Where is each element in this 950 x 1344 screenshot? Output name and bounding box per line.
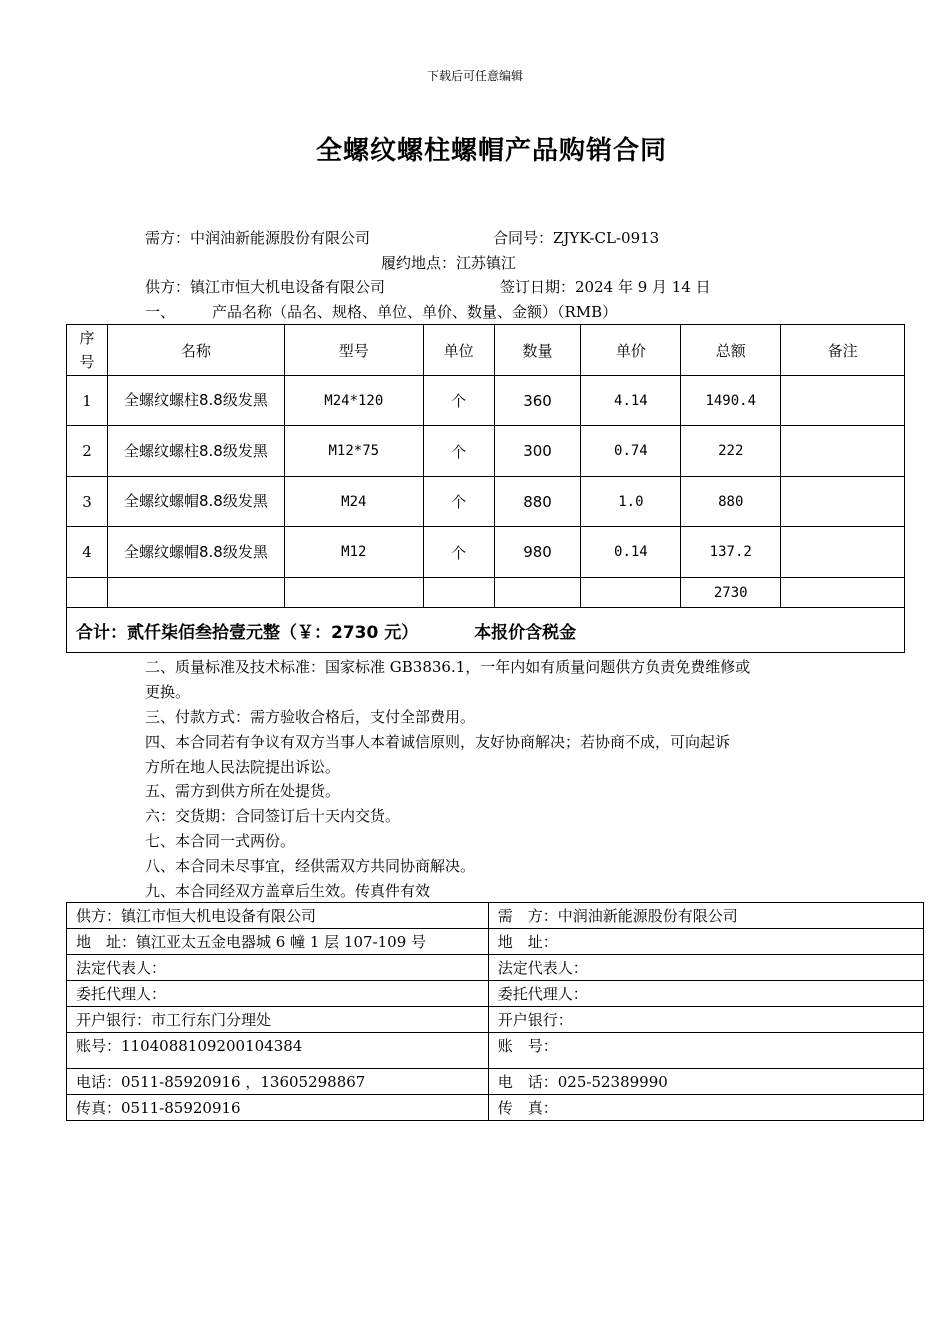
buyer-bank: 开户银行： [488,1007,923,1033]
tax-note: 本报价含税金 [474,622,577,643]
product-table [66,324,905,653]
term-line: 八、本合同未尽事宜，经供需双方共同协商解决。 [145,857,476,875]
row-price: 0.74 [581,426,681,477]
signature-row [67,1033,924,1069]
empty-cell [67,578,108,608]
buyer-agent: 委托代理人： [488,981,923,1007]
term-line: 四、本合同若有争议有双方当事人本着诚信原则，友好协商解决；若协商不成，可向起诉 [145,733,731,751]
signature-row [67,955,924,981]
seller-fax: 传真：0511-85920916 [67,1095,489,1121]
signature-table [66,902,924,1121]
row-qty: 980 [494,527,581,578]
row-unit: 个 [423,426,494,477]
row-amount: 222 [681,426,781,477]
section-one-heading: 产品名称（品名、规格、单位、单价、数量、金额）（RMB） [212,303,618,321]
empty-cell [423,578,494,608]
buyer-party: 需 方：中润油新能源股份有限公司 [488,903,923,929]
empty-cell [107,578,284,608]
table-row [67,527,905,578]
contract-number: 合同号：ZJYK-CL-0913 [493,229,660,247]
performance-location: 履约地点：江苏镇江 [381,254,517,272]
row-price: 1.0 [581,477,681,527]
row-seq: 2 [67,426,108,477]
row-model: M12*75 [284,426,423,477]
row-model: M24*120 [284,376,423,426]
row-qty: 360 [494,376,581,426]
grand-total-row [67,608,905,653]
row-amount: 137.2 [681,527,781,578]
buyer-address: 地 址： [488,929,923,955]
seller-agent: 委托代理人： [67,981,489,1007]
sign-date: 签订日期：2024 年 9 月 14 日 [500,278,711,296]
header-name: 名称 [107,325,284,376]
empty-cell [581,578,681,608]
header-unit: 单位 [423,325,494,376]
row-amount: 880 [681,477,781,527]
row-name: 全螺纹螺柱8.8级发黑 [107,376,284,426]
row-seq: 1 [67,376,108,426]
signature-row [67,929,924,955]
empty-cell [781,578,905,608]
buyer-phone: 电 话：025-52389990 [488,1069,923,1095]
header-seq: 序号 [67,325,108,376]
grand-total-cell [67,608,905,653]
row-name: 全螺纹螺柱8.8级发黑 [107,426,284,477]
seller-account: 账号：1104088109200104384 [67,1033,489,1069]
buyer-line: 需方：中润油新能源股份有限公司 [145,229,371,247]
section-one-number: 一、 [145,303,176,321]
empty-cell [284,578,423,608]
buyer-legal-rep: 法定代表人： [488,955,923,981]
term-line: 三、付款方式：需方验收合格后，支付全部费用。 [145,708,476,726]
term-line: 方所在地人民法院提出诉讼。 [145,758,341,776]
signature-row [67,1095,924,1121]
term-line: 二、质量标准及技术标准：国家标准 GB3836.1，一年内如有质量问题供方负责免费维修或 [145,658,751,676]
row-qty: 300 [494,426,581,477]
row-name: 全螺纹螺帽8.8级发黑 [107,477,284,527]
row-qty: 880 [494,477,581,527]
seller-bank: 开户银行：市工行东门分理处 [67,1007,489,1033]
buyer-account: 账 号： [488,1033,923,1069]
term-line: 九、本合同经双方盖章后生效。传真件有效 [145,882,431,900]
subtotal-row [67,578,905,608]
row-price: 0.14 [581,527,681,578]
table-row [67,477,905,527]
row-unit: 个 [423,376,494,426]
subtotal-amount: 2730 [681,578,781,608]
row-model: M12 [284,527,423,578]
table-header-row [67,325,905,376]
empty-cell [494,578,581,608]
buyer-fax: 传 真： [488,1095,923,1121]
row-model: M24 [284,477,423,527]
row-unit: 个 [423,477,494,527]
row-amount: 1490.4 [681,376,781,426]
row-seq: 4 [67,527,108,578]
seller-legal-rep: 法定代表人： [67,955,489,981]
row-unit: 个 [423,527,494,578]
signature-row [67,981,924,1007]
header-note: 下载后可任意编辑 [426,69,523,83]
term-line: 六：交货期：合同签订后十天内交货。 [145,807,401,825]
seller-line: 供方：镇江市恒大机电设备有限公司 [145,278,386,296]
header-remark: 备注 [781,325,905,376]
header-price: 单价 [581,325,681,376]
table-row [67,376,905,426]
signature-row [67,903,924,929]
row-seq: 3 [67,477,108,527]
row-name: 全螺纹螺帽8.8级发黑 [107,527,284,578]
row-remark [781,376,905,426]
term-line: 更换。 [145,683,191,701]
seller-party: 供方：镇江市恒大机电设备有限公司 [67,903,489,929]
term-line: 七、本合同一式两份。 [145,832,296,850]
row-remark [781,527,905,578]
row-remark [781,426,905,477]
header-amount: 总额 [681,325,781,376]
row-price: 4.14 [581,376,681,426]
page-title: 全螺纹螺柱螺帽产品购销合同 [315,136,667,166]
seller-phone: 电话：0511-85920916 ，13605298867 [67,1069,489,1095]
term-line: 五、需方到供方所在处提货。 [145,782,341,800]
seller-address: 地 址：镇江亚太五金电器城 6 幢 1 层 107-109 号 [67,929,489,955]
table-row [67,426,905,477]
header-qty: 数量 [494,325,581,376]
signature-row [67,1069,924,1095]
signature-row [67,1007,924,1033]
grand-total-text: 合计：贰仟柒佰叁拾壹元整（￥：2730 元） [76,622,419,643]
header-model: 型号 [284,325,423,376]
row-remark [781,477,905,527]
